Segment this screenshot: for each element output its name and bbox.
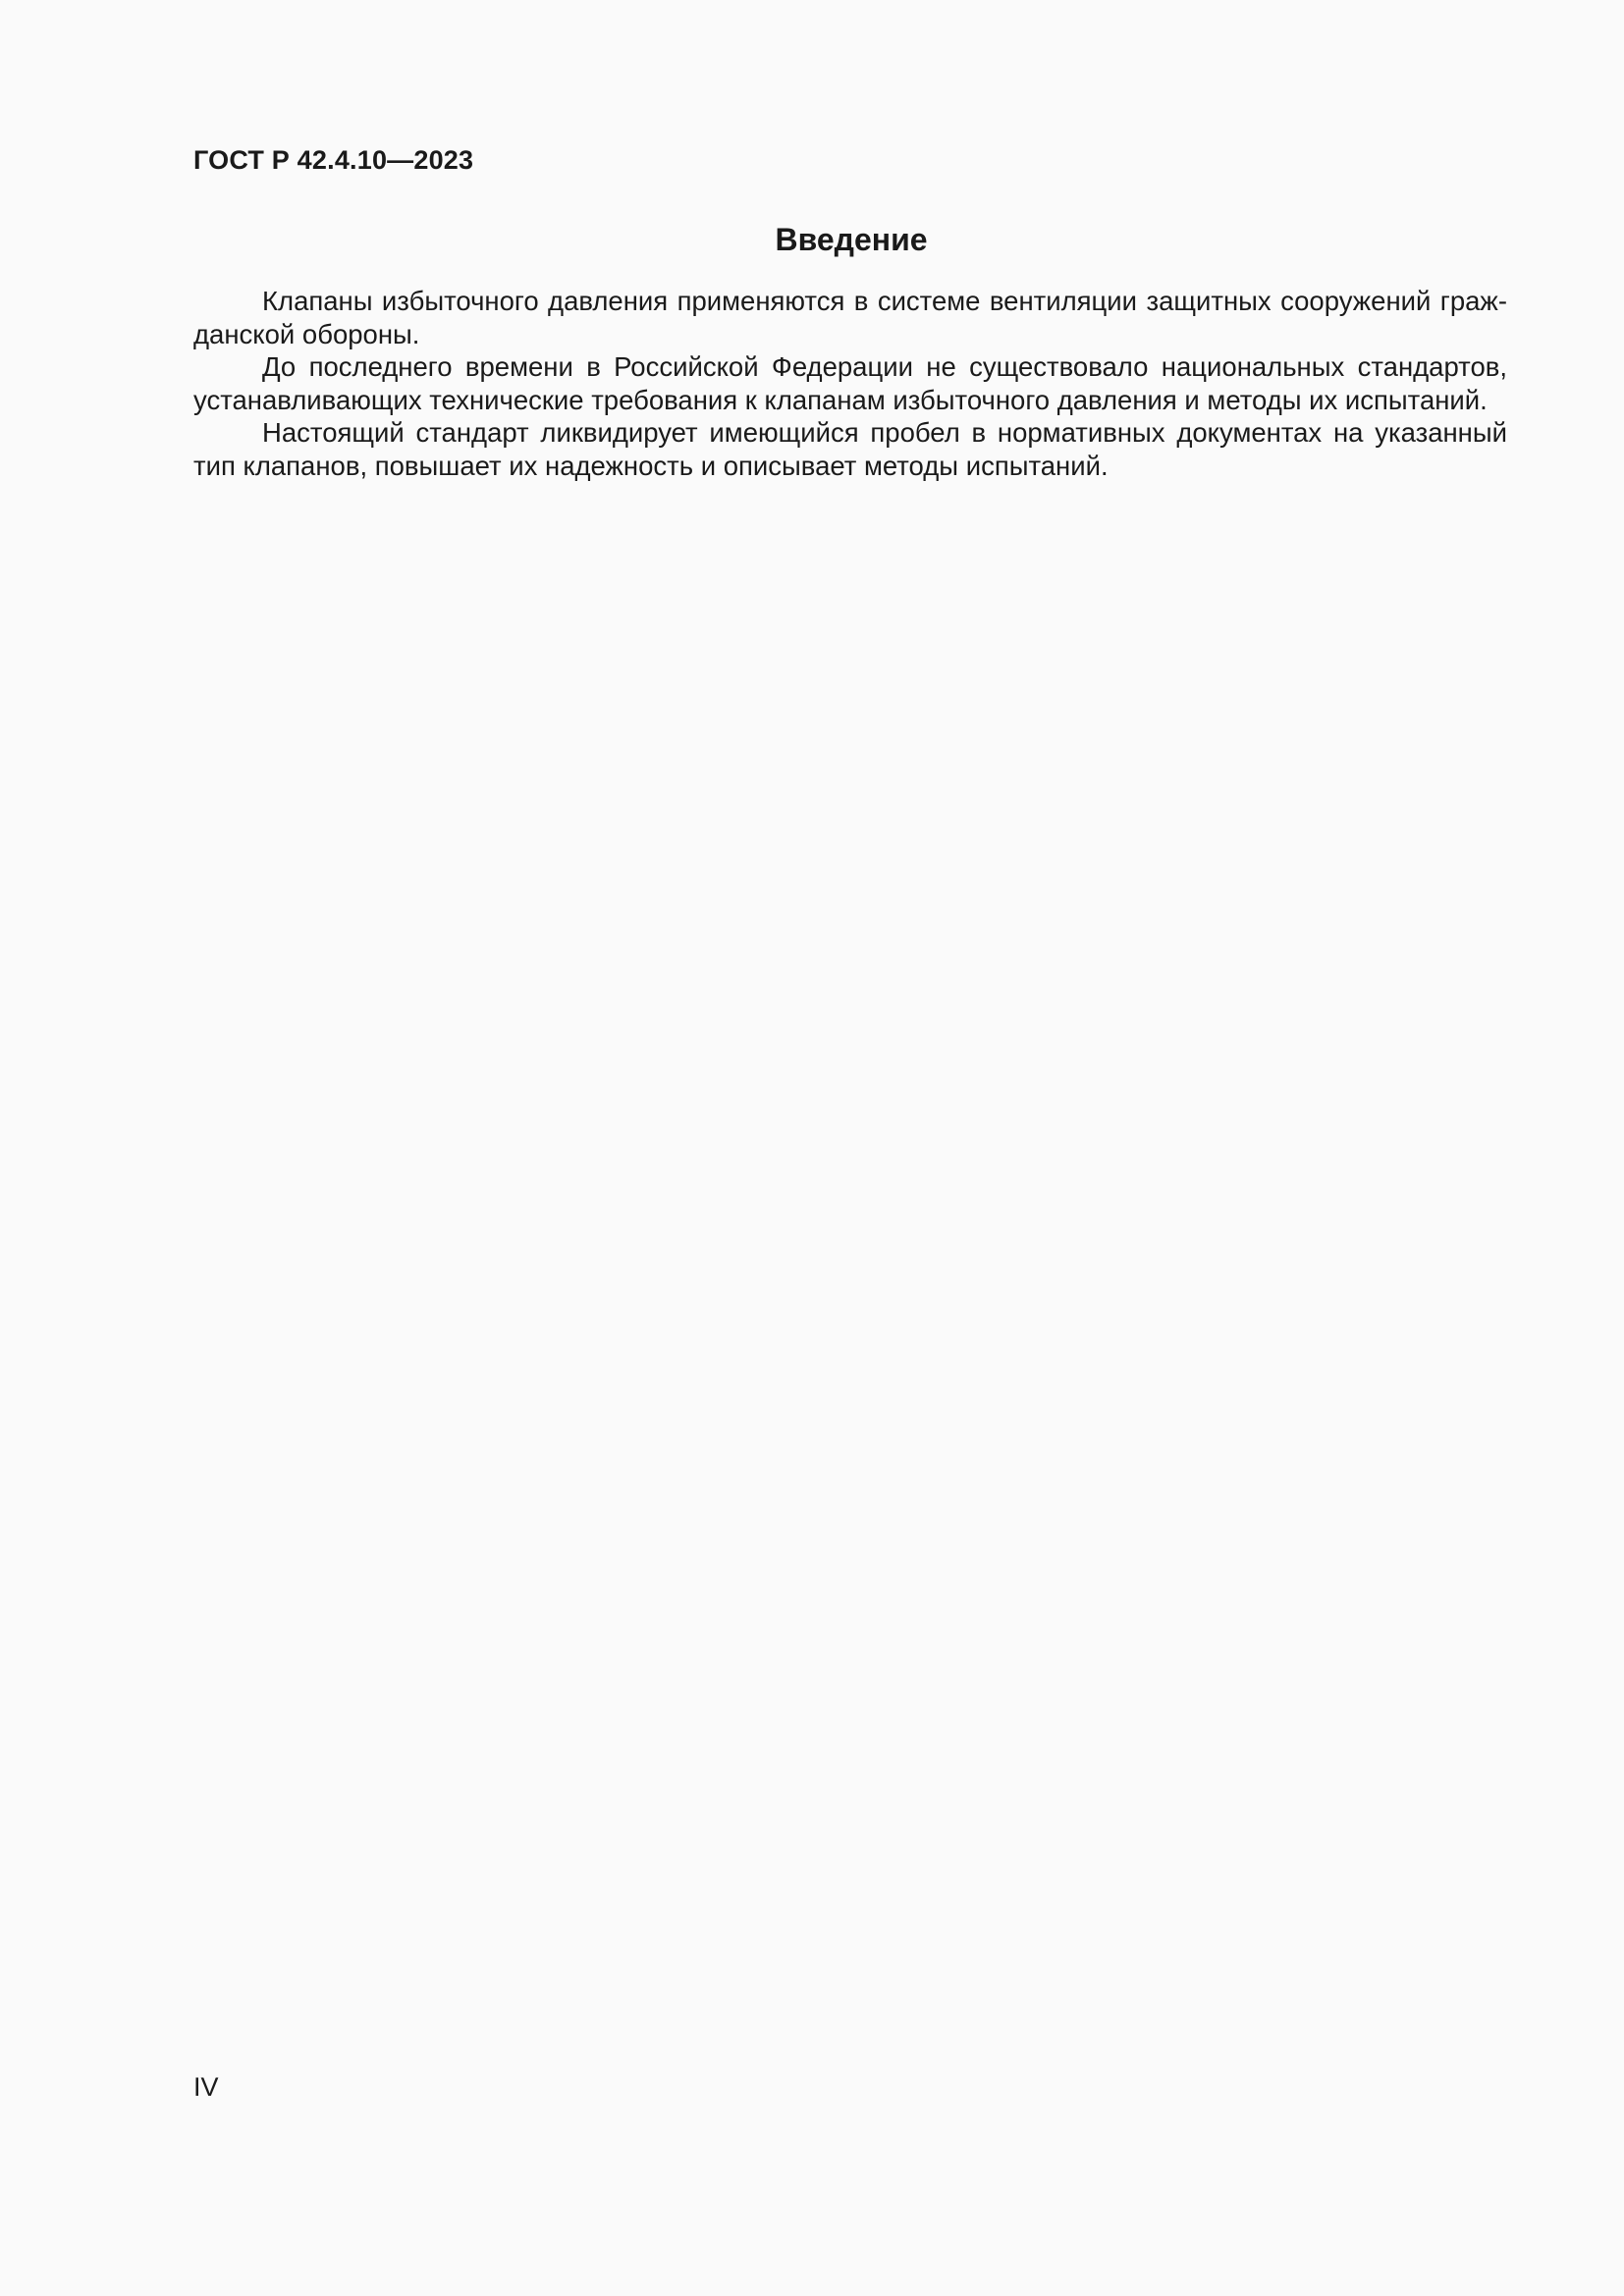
paragraph: До последнего времени в Российской Федерации не существовало национальных стандартов, устанавливающих технические требования к клапанам избыточного давления и методы их испытаний. (193, 351, 1507, 415)
document-code-header: ГОСТ Р 42.4.10—2023 (193, 145, 474, 175)
section-title: Введение (775, 222, 928, 257)
page-number: IV (193, 2072, 219, 2102)
paragraph: Клапаны избыточного давления применяются в системе вентиляции защитных сооружений гражданской обороны. (193, 286, 1507, 349)
paragraph: Настоящий стандарт ликвидирует имеющийся пробел в нормативных документах на указанный тип клапанов, повышает их надежность и описывает методы испытаний. (193, 417, 1507, 481)
section-body (193, 285, 1507, 482)
